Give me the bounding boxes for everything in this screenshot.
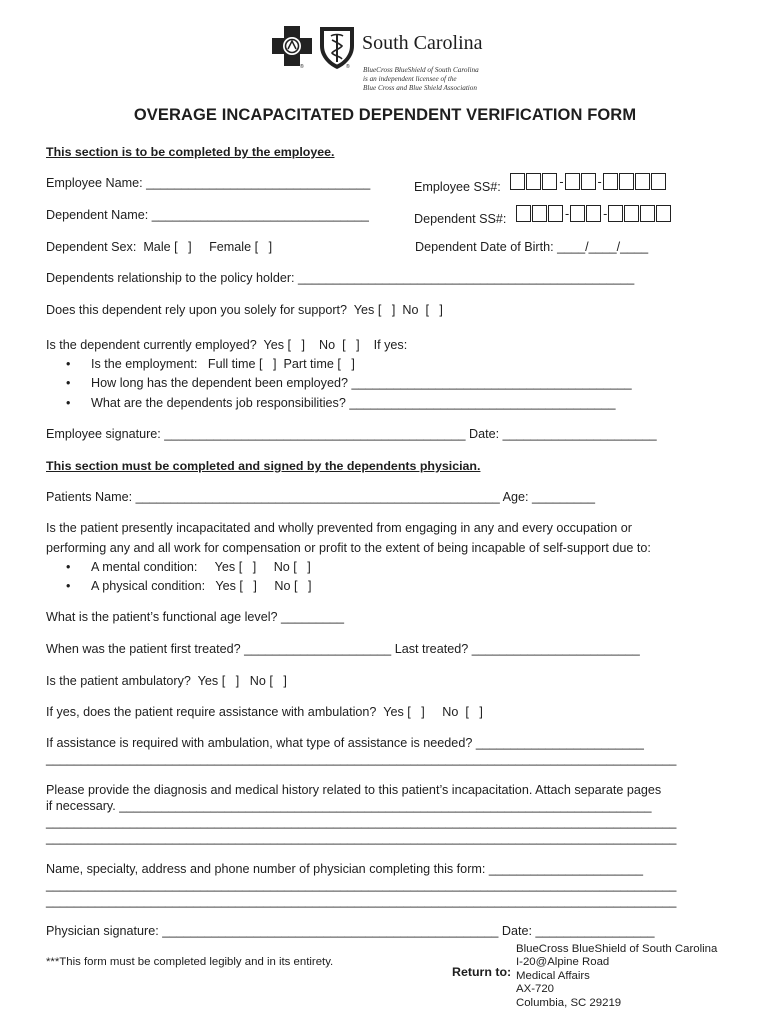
registered-mark-shield: ® — [346, 64, 350, 70]
employee-ss-field[interactable] — [414, 173, 667, 194]
ss-digit-box[interactable] — [624, 205, 639, 222]
assistance-type-blank-line[interactable]: __________________________________________________________________________________________ — [46, 752, 677, 766]
address-line: Medical Affairs — [516, 969, 590, 982]
diagnosis-blank-line[interactable]: __________________________________________________________________________________________ — [46, 815, 677, 829]
ss-digit-box[interactable] — [651, 173, 666, 190]
dependent-ss-field[interactable] — [414, 205, 672, 226]
employee-signature-field[interactable]: Employee signature: ___________________________________________ Date: ______________________ — [46, 427, 657, 441]
address-line: BlueCross BlueShield of South Carolina — [516, 943, 718, 955]
diagnosis-blank-line[interactable]: __________________________________________________________________________________________ — [46, 831, 677, 845]
ss-digit-box[interactable] — [510, 173, 525, 190]
employment-duration-field[interactable]: How long has the dependent been employed? ________________________________________ — [91, 376, 632, 390]
ss-digit-box[interactable] — [640, 205, 655, 222]
job-responsibilities-field[interactable]: What are the dependents job responsibilities? ______________________________________ — [91, 396, 616, 410]
diagnosis-prompt-line-1: Please provide the diagnosis and medical history related to this patient’s incapacitation. Attach separate pages — [46, 783, 662, 797]
mental-condition-field[interactable]: A mental condition: Yes [ ] No [ ] — [91, 560, 311, 574]
physician-info-field[interactable]: Name, specialty, address and phone number of physician completing this form: ______________________ — [46, 862, 643, 876]
form-title: OVERAGE INCAPACITATED DEPENDENT VERIFICATION FORM — [133, 106, 637, 124]
ss-separator: - — [564, 206, 570, 221]
physician-info-blank-line[interactable]: __________________________________________________________________________________________ — [46, 894, 677, 908]
address-line: AX-720 — [516, 983, 554, 996]
support-question[interactable]: Does this dependent rely upon you solely for support? Yes [ ] No [ ] — [46, 303, 443, 317]
ss-digit-box[interactable] — [526, 173, 541, 190]
ss-digit-box[interactable] — [619, 173, 634, 190]
ss-digit-box[interactable] — [608, 205, 623, 222]
incapacitated-question-line-1: Is the patient presently incapacitated and wholly prevented from engaging in any and every occupation or — [46, 521, 632, 535]
completion-note: ***This form must be completed legibly and in its entirety. — [46, 956, 334, 968]
licensee-line-2: is an independent licensee of the — [363, 75, 457, 83]
ss-separator: - — [597, 174, 602, 189]
return-to-label: Return to: — [452, 965, 512, 979]
incapacitated-question-line-2: performing any and all work for compensation or profit to the extent of being incapable of self-support due to: — [46, 541, 651, 555]
address-line: Columbia, SC 29219 — [516, 996, 622, 1009]
ss-digit-box[interactable] — [581, 173, 596, 190]
ss-digit-box[interactable] — [542, 173, 557, 190]
bullet-icon: • — [66, 357, 71, 371]
dependent-ss-boxes[interactable] — [516, 205, 672, 222]
functional-age-field[interactable]: What is the patient’s functional age level? _________ — [46, 610, 345, 624]
ss-digit-box[interactable] — [603, 173, 618, 190]
ss-separator: - — [559, 174, 564, 189]
ss-digit-box[interactable] — [570, 205, 585, 222]
brand-name: South Carolina — [362, 32, 483, 54]
bullet-icon: • — [66, 376, 71, 390]
diagnosis-field[interactable]: if necessary. ____________________________________________________________________________ — [46, 799, 652, 813]
assistance-type-field[interactable]: If assistance is required with ambulation, what type of assistance is needed? ________________________ — [46, 736, 644, 750]
registered-mark-cross: ® — [300, 64, 304, 70]
return-address — [516, 943, 717, 1010]
relationship-field[interactable]: Dependents relationship to the policy holder: ________________________________________________ — [46, 271, 635, 285]
ss-digit-box[interactable] — [516, 205, 531, 222]
ss-digit-box[interactable] — [532, 205, 547, 222]
ss-separator: - — [603, 206, 608, 221]
employee-name-field[interactable]: Employee Name: ________________________________ — [46, 176, 371, 190]
bullet-icon: • — [66, 560, 71, 574]
ss-digit-box[interactable] — [656, 205, 671, 222]
physician-info-blank-line[interactable]: __________________________________________________________________________________________ — [46, 878, 677, 892]
dependent-name-field[interactable]: Dependent Name: _______________________________ — [46, 208, 369, 222]
employee-section-heading: This section is to be completed by the employee. — [46, 145, 335, 159]
employee-ss-label: Employee SS#: — [414, 179, 501, 194]
ss-digit-box[interactable] — [635, 173, 650, 190]
licensee-statement — [363, 66, 479, 93]
licensee-line-3: Blue Cross and Blue Shield Association — [363, 84, 477, 92]
licensee-line-1: BlueCross BlueShield of South Carolina — [363, 66, 479, 74]
ss-digit-box[interactable] — [565, 173, 580, 190]
physical-condition-field[interactable]: A physical condition: Yes [ ] No [ ] — [91, 579, 312, 593]
bullet-icon: • — [66, 396, 71, 410]
dependent-sex-field[interactable]: Dependent Sex: Male [ ] Female [ ] — [46, 240, 273, 254]
physician-signature-field[interactable]: Physician signature: ________________________________________________ Date: _________________ — [46, 924, 655, 938]
dependent-ss-label: Dependent SS#: — [414, 211, 507, 226]
address-line: I-20@Alpine Road — [516, 956, 610, 969]
ambulatory-question[interactable]: Is the patient ambulatory? Yes [ ] No [ ] — [46, 674, 287, 688]
ss-digit-box[interactable] — [586, 205, 601, 222]
ss-digit-box[interactable] — [548, 205, 563, 222]
employee-ss-boxes[interactable] — [510, 173, 666, 190]
dependent-dob-field[interactable]: Dependent Date of Birth: ____/____/____ — [415, 240, 649, 254]
treatment-dates-field[interactable]: When was the patient first treated? _____________________ Last treated? ________________________ — [46, 642, 640, 656]
bullet-icon: • — [66, 579, 71, 593]
employed-question[interactable]: Is the dependent currently employed? Yes [ ] No [ ] If yes: — [46, 338, 408, 352]
ambulation-assistance-question[interactable]: If yes, does the patient require assistance with ambulation? Yes [ ] No [ ] — [46, 705, 483, 719]
employment-type-field[interactable]: Is the employment: Full time [ ] Part time [ ] — [91, 357, 355, 371]
physician-section-heading: This section must be completed and signed by the dependents physician. — [46, 459, 481, 473]
patient-name-field[interactable]: Patients Name: ____________________________________________________ Age: _________ — [46, 490, 596, 504]
